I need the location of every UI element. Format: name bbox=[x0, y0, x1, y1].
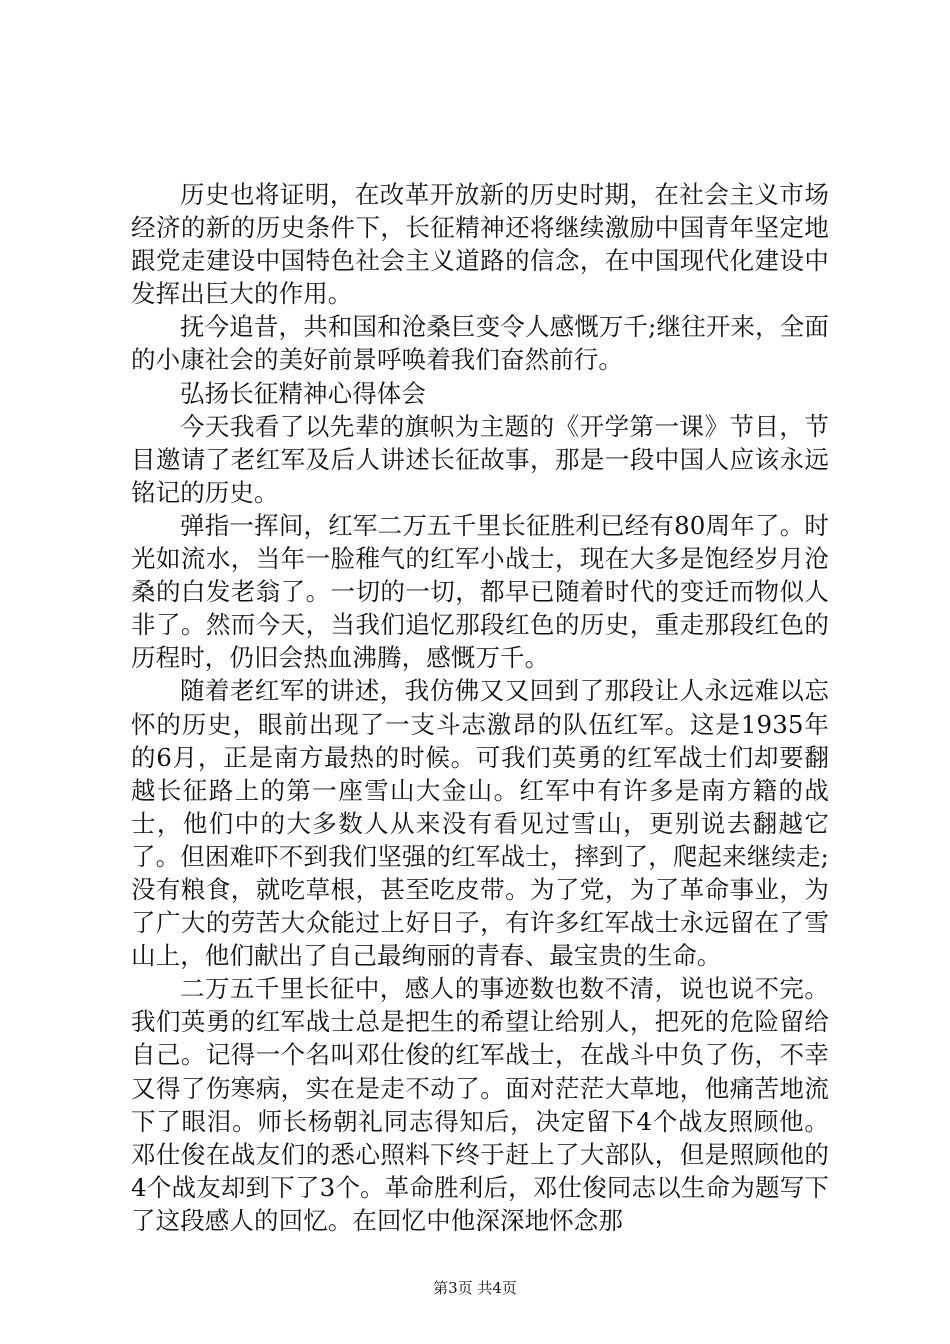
paragraph: 今天我看了以先辈的旗帜为主题的《开学第一课》节目，节目邀请了老红军及后人讲述长征故事，那是一段中国人应该永远铭记的历史。 bbox=[131, 411, 829, 507]
paragraph: 历史也将证明，在改革开放新的历史时期，在社会主义市场经济的新的历史条件下，长征精神还将继续激励中国青年坚定地跟党走建设中国特色社会主义道路的信念，在中国现代化建设中发挥出巨大的作用。 bbox=[131, 180, 829, 309]
section-heading: 弘扬长征精神心得体会 bbox=[180, 378, 426, 408]
page-footer: 第3页 共4页 bbox=[433, 1279, 517, 1297]
document-body bbox=[131, 178, 829, 1237]
paragraph: 抚今追昔，共和国和沧桑巨变令人感慨万千;继往开来，全面的小康社会的美好前景呼唤着我们奋然前行。 bbox=[131, 312, 829, 375]
paragraph: 弹指一挥间，红军二万五千里长征胜利已经有80周年了。时光如流水，当年一脸稚气的红军小战士，现在大多是饱经岁月沧桑的白发老翁了。一切的一切，都早已随着时代的变迁而物似人非了。然而今天，当我们追忆那段红色的历史，重走那段红色的历程时，仍旧会热血沸腾，感慨万千。 bbox=[131, 510, 829, 673]
paragraph: 二万五千里长征中，感人的事迹数也数不清，说也说不完。我们英勇的红军战士总是把生的希望让给别人，把死的危险留给自己。记得一个名叫邓仕俊的红军战士，在战斗中负了伤，不幸又得了伤寒病，实在是走不动了。面对茫茫大草地，他痛苦地流下了眼泪。师长杨朝礼同志得知后，决定留下4个战友照顾他。邓仕俊在战友们的悉心照料下终于赶上了大部队，但是照顾他的4个战友却到下了3个。革命胜利后，邓仕俊同志以生命为题写下了这段感人的回忆。在回忆中他深深地怀念那 bbox=[131, 974, 829, 1235]
paragraph: 随着老红军的讲述，我仿佛又又回到了那段让人永远难以忘怀的历史，眼前出现了一支斗志激昂的队伍红军。这是1935年的6月，正是南方最热的时候。可我们英勇的红军战士们却要翻越长征路上的第一座雪山大金山。红军中有许多是南方籍的战士，他们中的大多数人从来没有看见过雪山，更别说去翻越它了。但困难吓不到我们坚强的红军战士，摔到了，爬起来继续走;没有粮食，就吃草根，甚至吃皮带。为了党，为了革命事业，为了广大的劳苦大众能过上好日子，有许多红军战士永远留在了雪山上，他们献出了自己最绚丽的青春、最宝贵的生命。 bbox=[131, 676, 829, 971]
